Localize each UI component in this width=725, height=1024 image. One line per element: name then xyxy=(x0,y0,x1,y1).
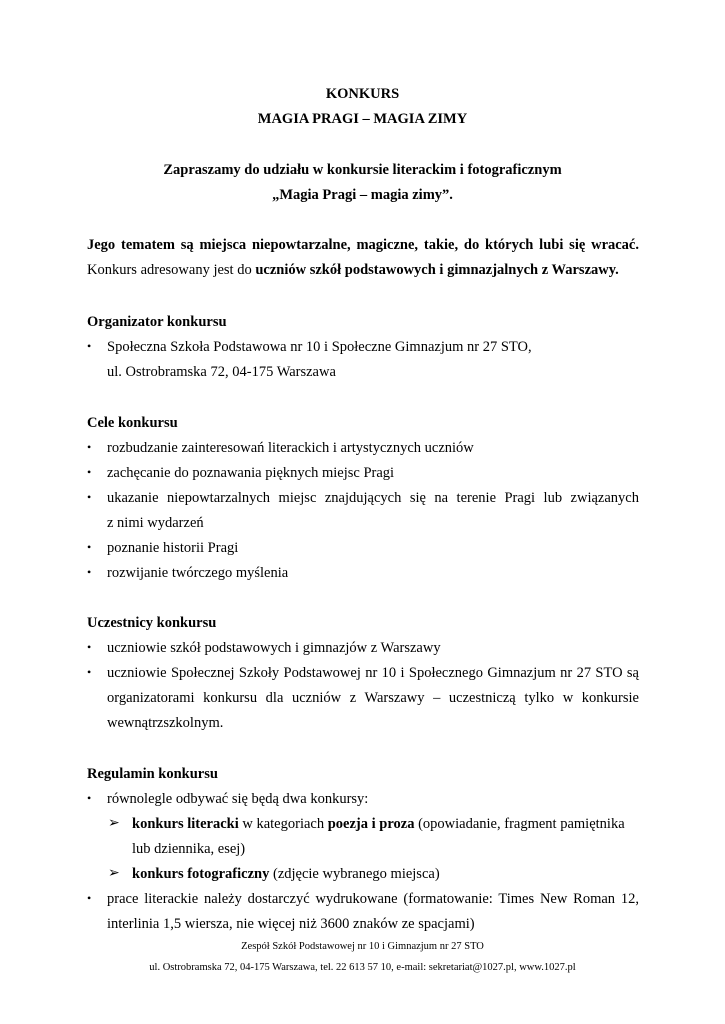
goal-text: poznanie historii Pragi xyxy=(107,540,239,556)
organizer-line-2: ul. Ostrobramska 72, 04-175 Warszawa xyxy=(107,364,336,380)
participants-heading: Uczestnicy konkursu xyxy=(87,615,217,631)
participant-text: organizatorami konkursu dla uczniów z Warszawy – uczestniczą tylko w konkursie xyxy=(107,690,639,706)
intro-addressed xyxy=(87,262,647,279)
footer-line-2: ul. Ostrobramska 72, 04-175 Warszawa, tel. 22 613 57 10, e-mail: sekretariat@1027.pl, www.1027.pl xyxy=(149,962,576,973)
bullet-icon: • xyxy=(87,540,92,554)
intro-addressed-bold: uczniów szkół podstawowych i gimnazjalnych z Warszawy. xyxy=(255,262,619,278)
bullet-icon: • xyxy=(87,465,92,479)
bullet-icon: • xyxy=(87,565,92,579)
bullet-icon: • xyxy=(87,665,92,679)
goal-text: zachęcanie do poznawania pięknych miejsc Pragi xyxy=(107,465,395,481)
title-konkurs: KONKURS xyxy=(325,86,400,102)
literary-contest-label: konkurs literacki xyxy=(132,816,239,832)
bullet-icon: • xyxy=(87,791,92,805)
sub-rule-literary-cont: lub dziennika, esej) xyxy=(132,841,246,857)
bullet-icon: • xyxy=(87,640,92,654)
sub-rule-literary xyxy=(132,816,639,833)
organizer-heading: Organizator konkursu xyxy=(87,314,227,330)
photo-contest-label: konkurs fotograficzny xyxy=(132,866,270,882)
literary-categories: poezja i proza xyxy=(327,816,415,832)
invite-line-2: „Magia Pragi – magia zimy”. xyxy=(272,187,453,203)
goal-text: z nimi wydarzeń xyxy=(107,515,204,531)
rules-heading: Regulamin konkursu xyxy=(87,766,218,782)
title-magia-pragi: MAGIA PRAGI – MAGIA ZIMY xyxy=(257,111,468,127)
bullet-icon: • xyxy=(87,891,92,905)
goal-text: rozbudzanie zainteresowań literackich i artystycznych uczniów xyxy=(107,440,474,456)
rule-text: równolegle odbywać się będą dwa konkursy: xyxy=(107,791,369,807)
invite-line-1: Zapraszamy do udziału w konkursie literackim i fotograficznym xyxy=(163,162,562,178)
goal-text: ukazanie niepowtarzalnych miejsc znajdujących się na terenie Pragi lub związanych xyxy=(107,490,639,506)
goals-heading: Cele konkursu xyxy=(87,415,178,431)
sub-rule-photo xyxy=(132,866,639,883)
intro-theme: Jego tematem są miejsca niepowtarzalne, magiczne, takie, do których lubi się wracać. xyxy=(87,237,639,253)
arrow-bullet-icon: ➢ xyxy=(108,816,120,831)
participant-text: uczniowie szkół podstawowych i gimnazjów z Warszawy xyxy=(107,640,441,656)
footer-line-1: Zespół Szkół Podstawowej nr 10 i Gimnazjum nr 27 STO xyxy=(241,941,484,952)
participant-text: wewnątrzszkolnym. xyxy=(107,715,224,731)
rule-text: interlinia 1,5 wiersza, nie więcej niż 3600 znaków ze spacjami) xyxy=(107,916,475,932)
bullet-icon: • xyxy=(87,490,92,504)
bullet-icon: • xyxy=(87,339,92,353)
bullet-icon: • xyxy=(87,440,92,454)
arrow-bullet-icon: ➢ xyxy=(108,866,120,881)
intro-addressed-prefix: Konkurs adresowany jest do xyxy=(87,262,256,278)
photo-text: (zdjęcie wybranego miejsca) xyxy=(269,866,440,882)
organizer-line-1: Społeczna Szkoła Podstawowa nr 10 i Społeczne Gimnazjum nr 27 STO, xyxy=(107,339,532,355)
literary-text-2: (opowiadanie, fragment pamiętnika xyxy=(414,816,625,832)
literary-text-1: w kategoriach xyxy=(238,816,328,832)
goal-text: rozwijanie twórczego myślenia xyxy=(107,565,289,581)
rule-text: prace literackie należy dostarczyć wydrukowane (formatowanie: Times New Roman 12, xyxy=(107,891,639,907)
participant-text: uczniowie Społecznej Szkoły Podstawowej nr 10 i Społecznego Gimnazjum nr 27 STO są xyxy=(107,665,639,681)
